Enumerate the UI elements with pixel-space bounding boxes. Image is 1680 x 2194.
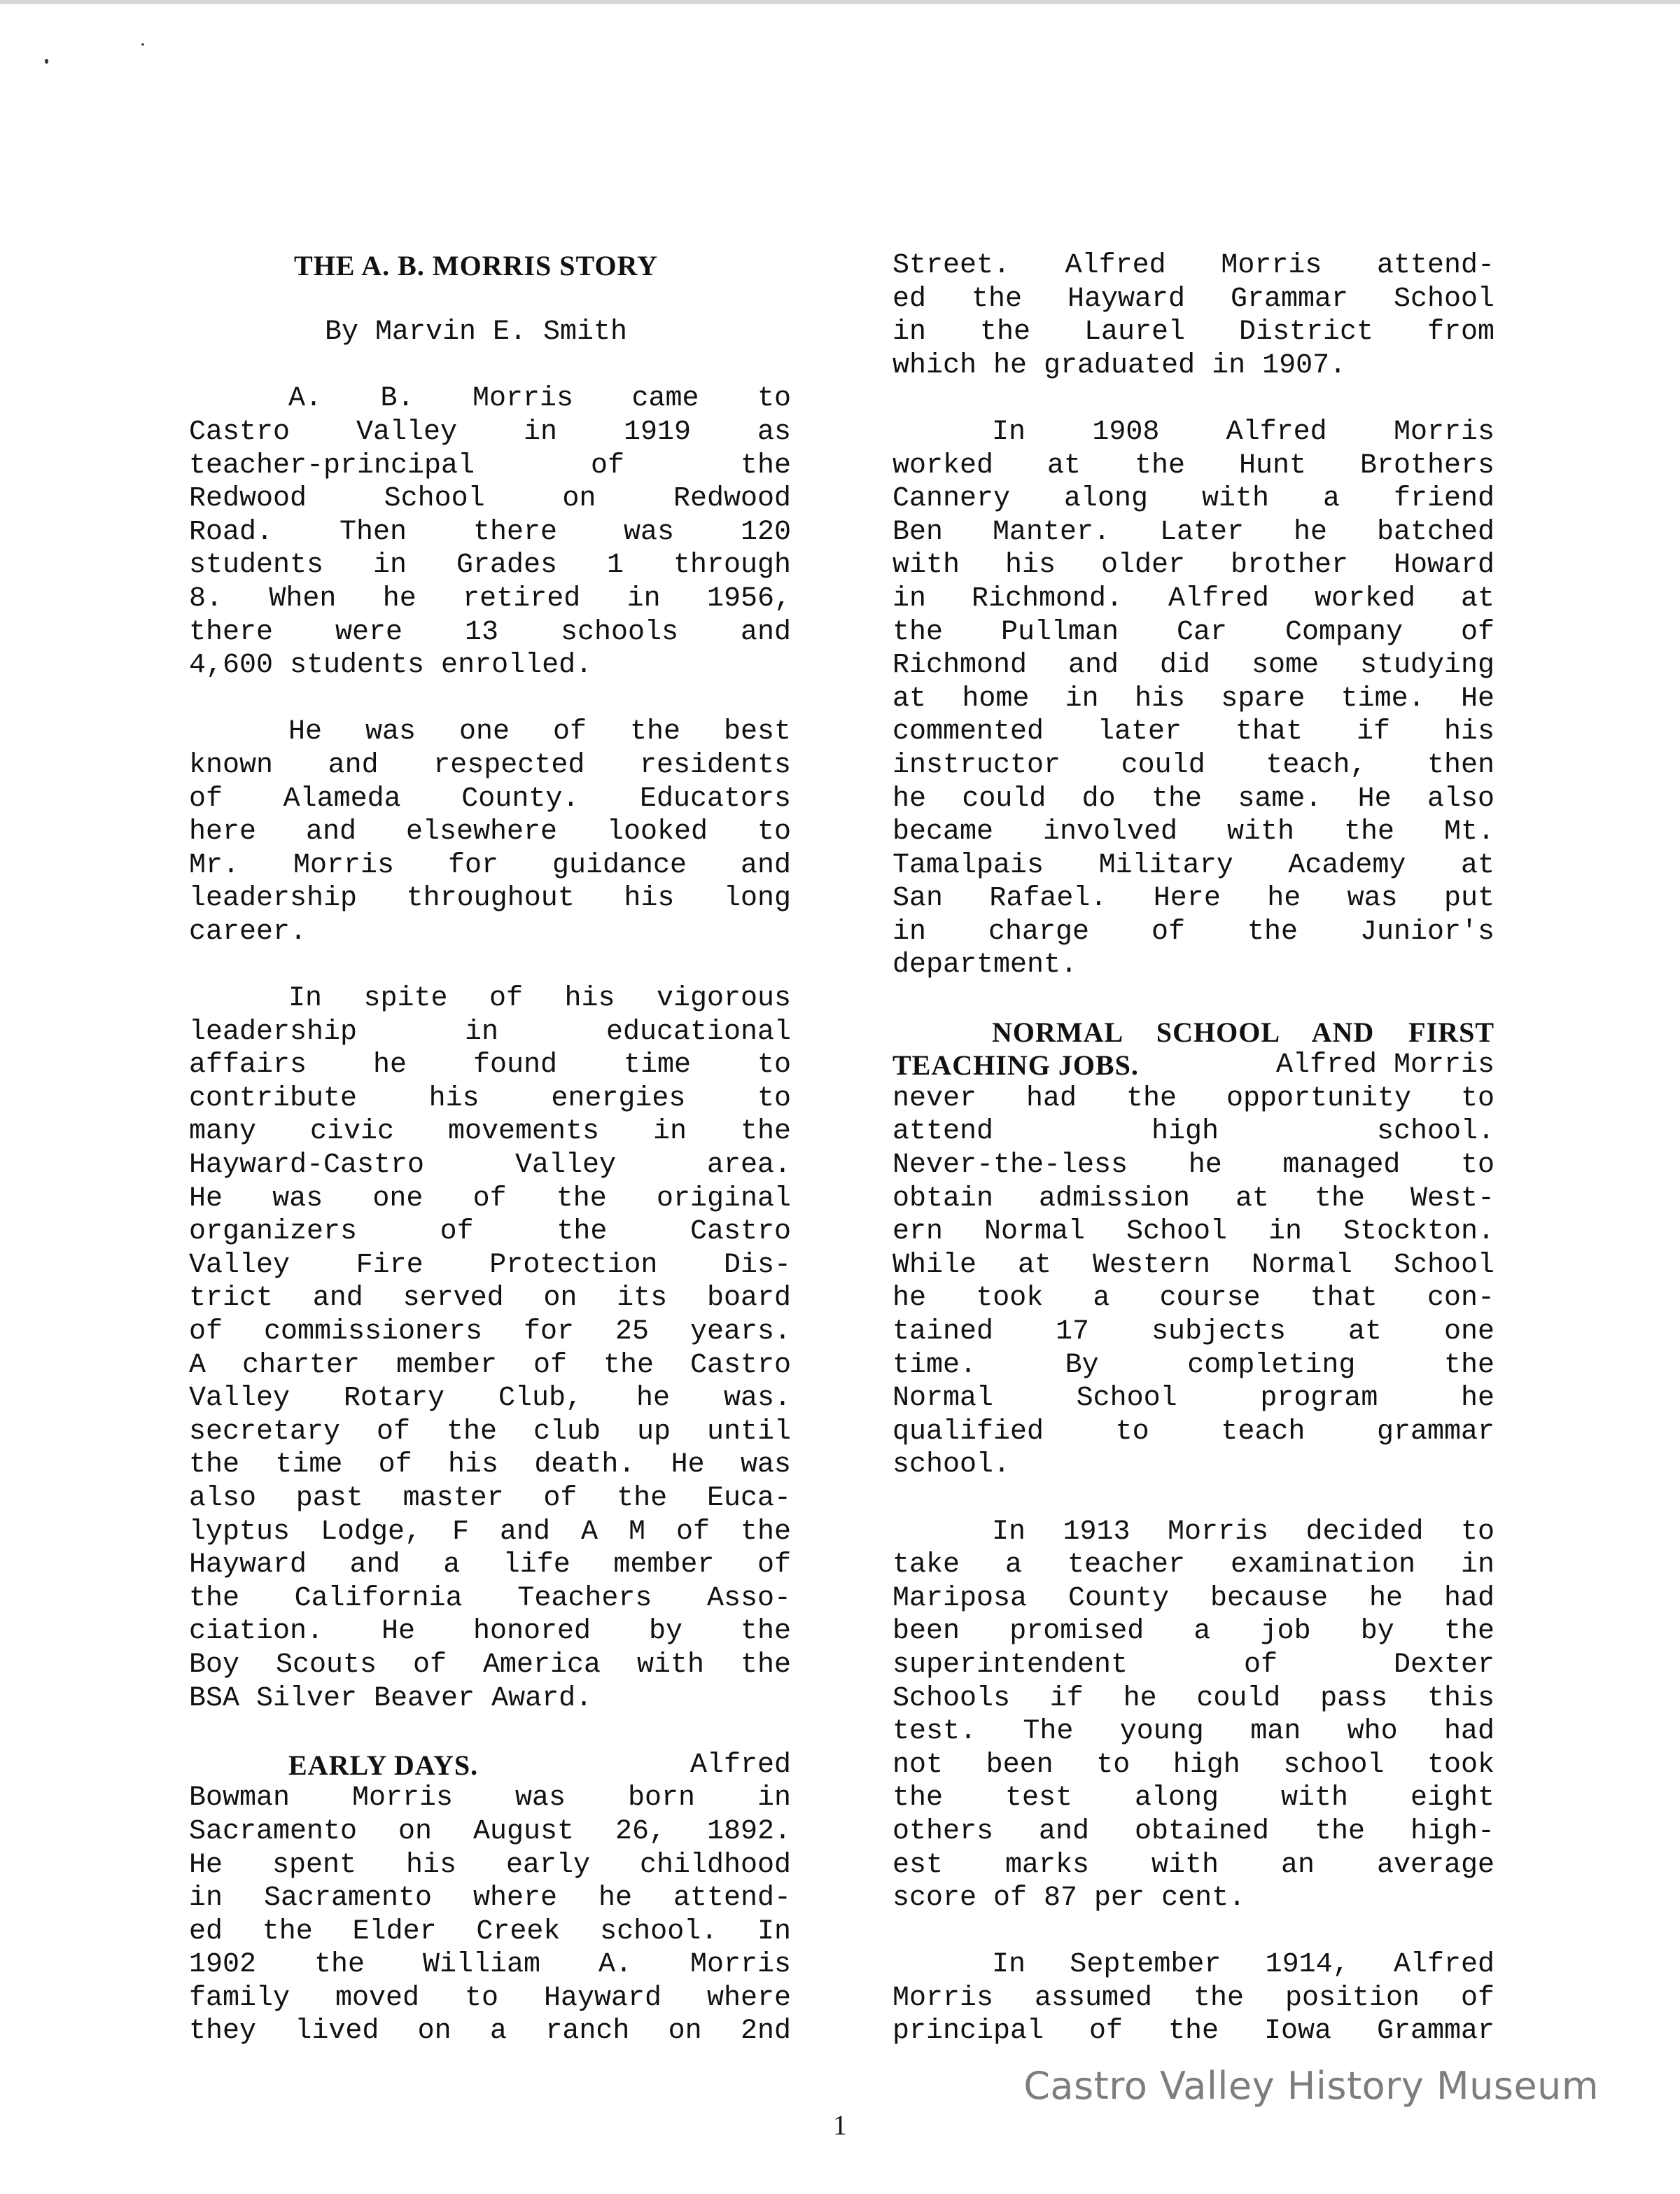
text-line: Tamalpais Military Academy at [892, 849, 1494, 881]
paragraph [189, 1782, 791, 2048]
text-line: While at Western Normal School [892, 1249, 1494, 1281]
text-line: students in Grades 1 through [189, 550, 791, 582]
paragraph [189, 715, 791, 949]
text-line: known and respected residents [189, 749, 791, 781]
text-line: contribute his energies to [189, 1082, 791, 1115]
text-line: obtain admission at the West- [892, 1182, 1494, 1215]
text-line: Bowman Morris was born in [189, 1782, 791, 1815]
text-line: career. [189, 916, 307, 948]
text-line: ciation. He honored by the [189, 1616, 791, 1648]
text-line: at home in his spare time. He [892, 683, 1494, 715]
text-line: also past master of the Euca- [189, 1482, 791, 1514]
text-line: Normal School program he [892, 1383, 1494, 1415]
text-line: in Richmond. Alfred worked at [892, 582, 1494, 615]
text-line: principal of the Iowa Grammar [892, 2015, 1494, 2048]
text-line: San Rafael. Here he was put [892, 883, 1494, 915]
text-line: Cannery along with a friend [892, 483, 1494, 515]
text-line: Schools if he could pass this [892, 1682, 1494, 1714]
text-line: Street. Alfred Morris attend- [892, 250, 1494, 281]
text-line: He was one of the best [288, 716, 791, 748]
text-line: BSA Silver Beaver Award. [189, 1682, 593, 1714]
text-line: In 1913 Morris decided to [992, 1516, 1494, 1548]
text-line: leadership in educational [189, 1016, 791, 1048]
text-line: family moved to Hayward where [189, 1982, 791, 2014]
article-title: THE A. B. MORRIS STORY [294, 250, 658, 281]
text-line: Boy Scouts of America with the [189, 1649, 791, 1681]
text-line: the test along with eight [892, 1782, 1494, 1815]
text-line: Castro Valley in 1919 as [189, 416, 791, 448]
text-line: He spent his early childhood [189, 1849, 791, 1881]
text-line: secretary of the club up until [189, 1416, 791, 1448]
text-line: Redwood School on Redwood [189, 483, 791, 515]
text-line: he took a course that con- [892, 1283, 1494, 1315]
text-line: Valley Fire Protection Dis- [189, 1249, 791, 1281]
left-column [189, 249, 791, 2048]
text-line: tained 17 subjects at one [892, 1316, 1494, 1348]
text-line: with his older brother Howard [892, 550, 1494, 582]
text-line: worked at the Hunt Brothers [892, 449, 1494, 482]
text-line: leadership throughout his long [189, 883, 791, 915]
text-line: superintendent of Dexter [892, 1649, 1494, 1681]
text-line: In September 1914, Alfred [992, 1949, 1494, 1981]
text-line: here and elsewhere looked to [189, 816, 791, 848]
text-line: He was one of the original [189, 1182, 791, 1215]
text-line: organizers of the Castro [189, 1216, 791, 1248]
text-line: been promised a job by the [892, 1616, 1494, 1648]
text-line: teacher-principal of the [189, 449, 791, 482]
museum-watermark: Castro Valley History Museum [1023, 2064, 1599, 2108]
scan-edge [0, 0, 1680, 4]
text-line: the Pullman Car Company of [892, 616, 1494, 648]
text-line: A charter member of the Castro [189, 1349, 791, 1381]
text-line: instructor could teach, then [892, 749, 1494, 781]
text-line: 8. When he retired in 1956, [189, 582, 791, 615]
text-line: ern Normal School in Stockton. [892, 1216, 1494, 1248]
text-line: never had the opportunity to [892, 1082, 1494, 1115]
text-line: 1902 the William A. Morris [189, 1949, 791, 1981]
text-line: he could do the same. He also [892, 783, 1494, 815]
text-line: Richmond and did some studying [892, 650, 1494, 682]
paragraph [892, 249, 1494, 382]
text-line: in Sacramento where he attend- [189, 1882, 791, 1915]
text-line: Morris assumed the position of [892, 1982, 1494, 2014]
text-line: Sacramento on August 26, 1892. [189, 1815, 791, 1847]
scan-speck [141, 43, 144, 46]
text-line: Never-the-less he managed to [892, 1150, 1494, 1182]
paragraph [892, 416, 1494, 982]
text-line: ed the Elder Creek school. In [189, 1915, 791, 1948]
text-line: they lived on a ranch on 2nd [189, 2015, 791, 2048]
text-line: score of 87 per cent. [892, 1882, 1246, 1915]
text-line: of commissioners for 25 years. [189, 1316, 791, 1348]
text-line: Mariposa County because he had [892, 1582, 1494, 1614]
text-line: test. The young man who had [892, 1716, 1494, 1748]
text-line: Valley Rotary Club, he was. [189, 1383, 791, 1415]
text-line: trict and served on its board [189, 1283, 791, 1315]
paragraph [189, 382, 791, 682]
text-line: many civic movements in the [189, 1116, 791, 1148]
text-line: time. By completing the [892, 1349, 1494, 1381]
text-line: attend high school. [892, 1116, 1494, 1148]
text-line: Road. Then there was 120 [189, 516, 791, 548]
early-days-heading: EARLY DAYS. [288, 1749, 479, 1781]
text-line: A. B. Morris came to [288, 383, 791, 415]
paragraph [892, 1948, 1494, 2048]
text-line: lyptus Lodge, F and A M of the [189, 1516, 791, 1548]
right-column [892, 249, 1494, 2048]
text-line: department. [892, 949, 1078, 981]
text-line: of Alameda County. Educators [189, 783, 791, 815]
normal-school-heading-2: TEACHING JOBS. [892, 1049, 1139, 1082]
text-line: there were 13 schools and [189, 616, 791, 648]
text-line: affairs he found time to [189, 1049, 791, 1082]
text-line: which he graduated in 1907. [892, 349, 1347, 382]
text-line: Hayward and a life member of [189, 1549, 791, 1581]
text-line: school. [892, 1449, 1011, 1481]
text-line: Mr. Morris for guidance and [189, 849, 791, 881]
page-number: 1 [833, 2109, 847, 2141]
text-line: not been to high school took [892, 1749, 1494, 1781]
text-line: In 1908 Alfred Morris [992, 416, 1494, 448]
early-days-heading-line [189, 1749, 791, 1782]
text-line: qualified to teach grammar [892, 1416, 1494, 1448]
scan-speck [45, 59, 48, 64]
normal-school-heading-line [892, 1049, 1494, 1082]
normal-school-heading: NORMAL SCHOOL AND FIRST [992, 1016, 1494, 1048]
text-line: commented later that if his [892, 716, 1494, 748]
text-line: Ben Manter. Later he batched [892, 516, 1494, 548]
early-days-first-line-rest: Alfred [690, 1749, 791, 1781]
normal-school-first-line-rest: Alfred Morris [1275, 1049, 1494, 1082]
text-line: est marks with an average [892, 1849, 1494, 1881]
text-line: ed the Hayward Grammar School [892, 283, 1494, 315]
paragraph [189, 982, 791, 1715]
text-line: 4,600 students enrolled. [189, 650, 593, 682]
paragraph [892, 1516, 1494, 1915]
text-line: others and obtained the high- [892, 1815, 1494, 1847]
text-line: In spite of his vigorous [288, 983, 791, 1015]
byline: By Marvin E. Smith [324, 316, 628, 349]
text-line: the California Teachers Asso- [189, 1582, 791, 1614]
text-line: became involved with the Mt. [892, 816, 1494, 848]
text-line: in the Laurel District from [892, 316, 1494, 349]
paragraph [892, 1082, 1494, 1482]
text-line: Hayward-Castro Valley area. [189, 1150, 791, 1182]
text-line: in charge of the Junior's [892, 916, 1494, 948]
text-line: take a teacher examination in [892, 1549, 1494, 1581]
text-line: the time of his death. He was [189, 1449, 791, 1481]
